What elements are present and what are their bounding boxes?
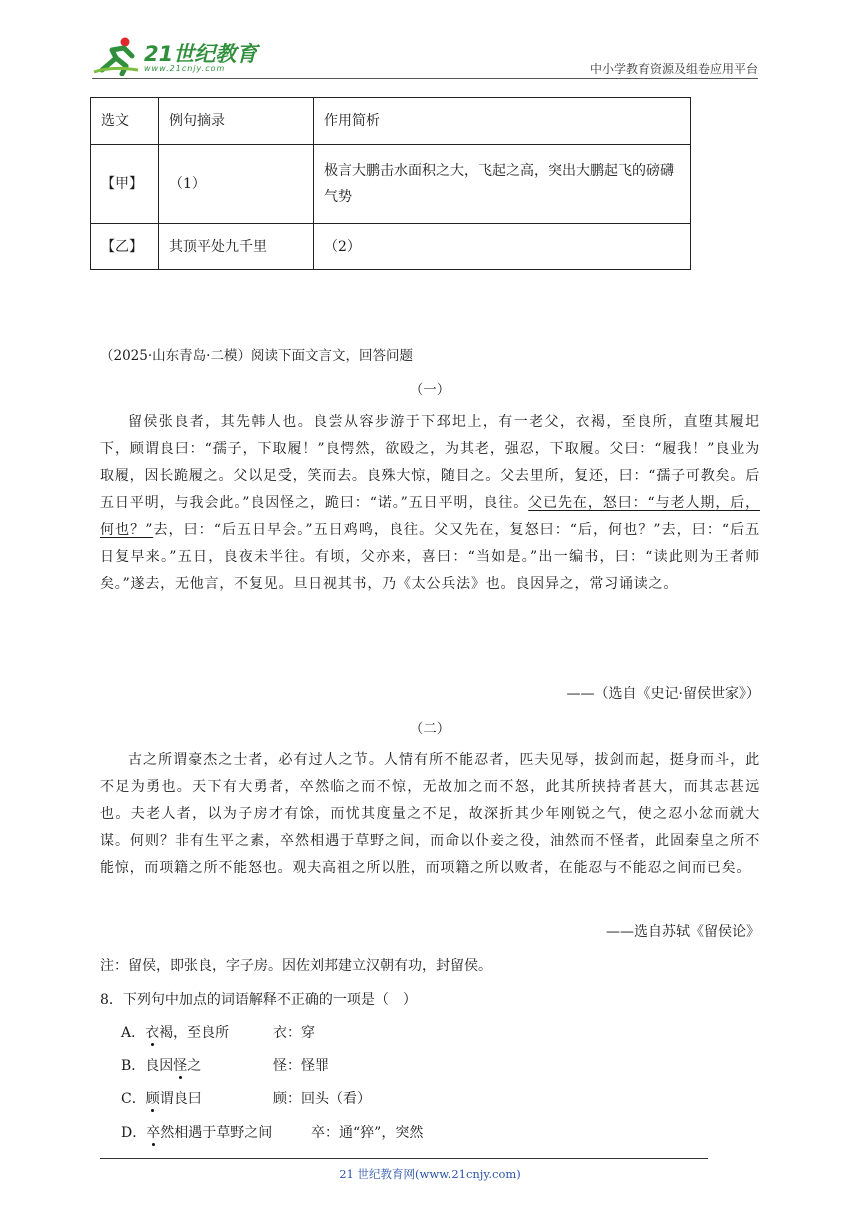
- runner-logo-icon: [92, 36, 142, 76]
- question-source: （2025·山东青岛·二模）阅读下面文言文，回答问题: [100, 348, 413, 364]
- option-b-gloss: 怪：怪罪: [273, 1058, 329, 1074]
- logo-url: www.21cnjy.com: [144, 64, 226, 73]
- passage1-text-before: 留侯张良者，其先韩人也。良尝从容步游于下邳圯上，有一老父，衣褐，至良所，直堕其履圯下，顾谓良曰：“孺子，下取履！”良愕然，欲殴之，为其老，强忍，下取履。父曰：“履我！”良业为取履，因长跪履之。父以足受，笑而去。良殊大惊，随目之。父去里所，复还，曰：“孺子可教矣。后五日平明，与我会此。”良因怪之，跪曰：“诺。”五日平明，良往。: [100, 414, 760, 511]
- table-cell: 极言大鹏击水面积之大，飞起之高，突出大鹏起飞的磅礴气势: [314, 145, 691, 224]
- table-cell: 【甲】: [91, 145, 159, 224]
- passage2-paragraph: 古之所谓豪杰之士者，必有过人之节。人情有所不能忍者，匹夫见辱，拔剑而起，挺身而斗，此不足为勇也。天下有大勇者，卒然临之而不惊，无故加之而不怒，此其所挟持者甚大，而其志甚远也。夫老人者，以为子房才有馀，而忧其度量之不足，故深折其少年刚锐之气，使之忍小忿而就大谋。何则？非有生平之素，卒然相遇于草野之间，而命以仆妾之役，油然而不怪者，此固秦皇之所不能惊，而项籍之所不能怒也。观夫高祖之所以胜，而项籍之所以败者，在能忍与不能忍之间而已矣。: [100, 752, 760, 876]
- table-header-cell: 作用简析: [314, 98, 691, 145]
- table-header-row: [91, 98, 691, 145]
- passage1-text-after: 去，曰：“后五日早会。”五日鸡鸣，良往。父又先在，复怒曰：“后，何也？”去，曰：“后五日复早来。”五日，良夜未半往。有顷，父亦来，喜曰：“当如是。”出一编书，曰：“读此则为王者师矣。”遂去，无他言，不复见。旦日视其书，乃《太公兵法》也。良因异之，常习诵读之。: [100, 522, 760, 592]
- table-row: [91, 224, 691, 270]
- option-c-gloss: 顾：回头（看）: [273, 1091, 371, 1107]
- table-header-cell: 选文: [91, 98, 159, 145]
- platform-label: 中小学教育资源及组卷应用平台: [589, 62, 758, 76]
- option-d-term: D．卒然相遇于草野之间: [121, 1125, 273, 1141]
- passage1-body: [100, 409, 760, 598]
- table-cell: 【乙】: [91, 224, 159, 270]
- passage1-underlined-sentence: 父已先在，怒曰：“与老人期，后，何也？”: [100, 495, 760, 538]
- dotted-word: 怪: [173, 1058, 188, 1074]
- site-logo: [92, 36, 262, 76]
- footer-link[interactable]: 21 世纪教育网(www.21cnjy.com): [339, 1167, 521, 1181]
- table-cell: 其顶平处九千里: [159, 224, 314, 270]
- option-b-term: B．良因怪之: [121, 1058, 202, 1074]
- passage2-citation: ——选自苏轼《留侯论》: [606, 924, 760, 940]
- dotted-word: 卒: [146, 1125, 161, 1141]
- dotted-word: 衣: [145, 1025, 160, 1041]
- passage1-citation: ——（选自《史记·留侯世家》）: [566, 686, 760, 702]
- table-header-cell: 例句摘录: [159, 98, 314, 145]
- option-c-term: C．顾谓良曰: [121, 1091, 202, 1107]
- option-d-gloss: 卒：通“猝”，突然: [311, 1125, 424, 1141]
- footer-divider: [100, 1158, 708, 1159]
- table-row: [91, 145, 691, 224]
- passage1-title: （一）: [409, 382, 451, 398]
- footnote: 注：留侯，即张良，字子房。因佐刘邦建立汉朝有功，封留侯。: [100, 958, 492, 974]
- question8-stem: 8．下列句中加点的词语解释不正确的一项是（ ）: [100, 992, 417, 1008]
- passage1-paragraph: [100, 409, 760, 598]
- analysis-table: [90, 97, 691, 270]
- logo-text: 21世纪教育: [144, 42, 258, 66]
- table-cell: （2）: [314, 224, 691, 270]
- option-a-term: A．衣褐，至良所: [121, 1025, 230, 1041]
- passage2-body: [100, 747, 760, 882]
- table-cell: （1）: [159, 145, 314, 224]
- page-header: [92, 30, 758, 80]
- option-a-gloss: 衣：穿: [273, 1025, 315, 1041]
- header-divider: [92, 78, 758, 79]
- passage2-title: （二）: [409, 721, 451, 737]
- dotted-word: 顾: [145, 1091, 160, 1107]
